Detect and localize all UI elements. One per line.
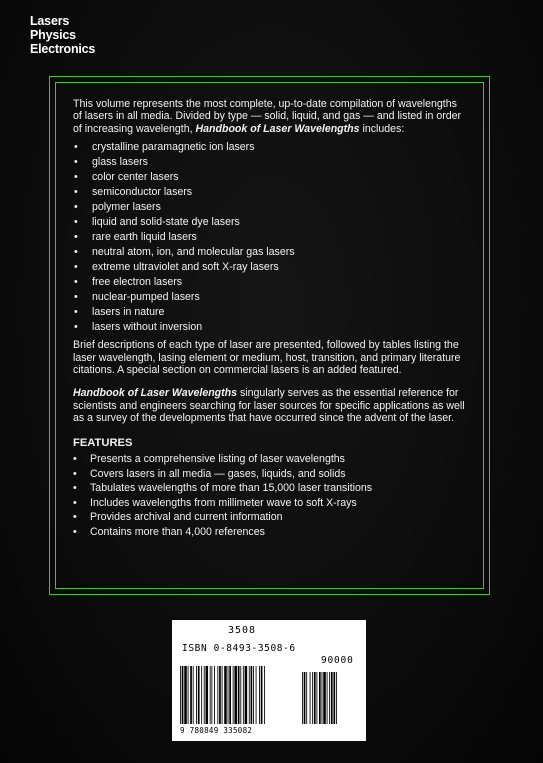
barcode-bar [217,666,218,724]
list-item [73,200,465,215]
intro-text: This volume represents the most complete, up-to-date compilation of wavelengths of lasers in all media. Divided by type — solid, liquid, and gas — and listed in order of increasing wavelength, [73,98,462,135]
bullet-icon: • [74,171,78,184]
barcode-bar [302,672,303,724]
list-item [73,155,465,170]
barcode-bar [327,672,328,724]
topic-electronics: Electronics [30,42,96,56]
list-item-label: neutral atom, ion, and molecular gas lasers [92,246,295,259]
list-item-label: free electron lasers [92,276,183,289]
barcode-bar [238,666,240,724]
feature-label: Contains more than 4,000 references [90,526,265,539]
bullet-icon: • [74,201,78,214]
barcode-bar [214,666,215,724]
bullet-icon: • [73,496,77,509]
bullet-icon: • [74,261,78,274]
barcode-bar [316,672,317,724]
reference-paragraph [73,387,465,424]
list-item [73,245,465,260]
list-item [73,185,465,200]
barcode-bar [224,666,227,724]
list-item [73,230,465,245]
barcode-bar [310,672,311,724]
barcode-bar [264,666,265,724]
barcode-bar [249,666,250,724]
barcode-bar [234,666,237,724]
barcode-bar [211,666,212,724]
bullet-icon: • [73,453,77,466]
barcode-bar [222,666,223,724]
barcode-bar [333,672,335,724]
intro-paragraph [73,98,465,135]
list-item-label: nuclear-pumped lasers [92,291,200,304]
list-item [73,170,465,185]
list-item [73,275,465,290]
list-item [73,496,465,511]
bullet-icon: • [74,141,78,154]
feature-label: Provides archival and current information [90,511,283,524]
list-item-label: semiconductor lasers [92,186,193,199]
bullet-icon: • [74,246,78,259]
barcode-bar [180,666,181,724]
list-item [73,140,465,155]
reference-text: singularly serves as the essential reference for scientists and engineers searching for laser sources for specific applications as well as a survey of the developments that have occurred since the advent of the laser. [73,387,465,425]
barcode-bar [331,672,333,724]
barcode-bar [304,672,306,724]
bullet-icon: • [74,186,78,199]
barcode-bar [323,672,326,724]
intro-text-end: includes: [359,122,405,135]
list-item-label: lasers in nature [92,306,165,319]
bullet-icon: • [74,276,78,289]
book-title-ref: Handbook of Laser Wavelengths [73,387,238,400]
barcode-bar [196,666,197,724]
barcode-bar [259,666,260,724]
description-panel [73,98,465,540]
barcode-icon [180,666,358,726]
barcode-bar [306,672,307,724]
bullet-icon: • [73,526,77,539]
price-code: 90000 [321,655,354,666]
barcode-bar [198,666,200,724]
barcode-bar [204,666,205,724]
barcode-bar [233,666,234,724]
list-item-label: rare earth liquid lasers [92,231,197,244]
barcode-bar [201,666,202,724]
feature-label: Covers lasers in all media — gases, liquids, and solids [90,467,346,480]
barcode-bar [184,666,187,724]
barcode-bar [243,666,244,724]
barcode-bar [182,666,184,724]
topic-physics: Physics [30,28,76,42]
bullet-icon: • [74,321,78,334]
list-item-label: crystalline paramagnetic ion lasers [92,141,255,154]
barcode-bar [193,666,194,724]
book-title-ref: Handbook of Laser Wavelengths [195,122,360,135]
list-item-label: color center lasers [92,171,179,184]
barcode-bar [190,666,192,724]
feature-label: Tabulates wavelengths of more than 15,000 laser transitions [90,482,373,495]
catalog-number: 3508 [228,625,257,636]
barcode-bar [251,666,253,724]
feature-label: Includes wavelengths from millimeter wave to soft X-rays [90,496,357,509]
list-item [73,260,465,275]
barcode-bar [322,672,323,724]
bullet-icon: • [74,216,78,229]
list-item [73,452,465,467]
barcode-bar [245,666,248,724]
barcode-bar [319,672,321,724]
barcode-bar [336,672,337,724]
bullet-icon: • [73,482,77,495]
list-item [73,467,465,482]
bullet-icon: • [73,511,77,524]
list-item [73,481,465,496]
list-item-label: lasers without inversion [92,321,203,334]
barcode-bar [314,672,316,724]
bullet-icon: • [74,306,78,319]
barcode-bar [188,666,189,724]
barcode-bar [329,672,330,724]
list-item [73,510,465,525]
ean-number: 9 780849 335082 [180,726,253,735]
list-item [73,320,465,335]
list-item [73,215,465,230]
bullet-icon: • [73,467,77,480]
list-item-label: liquid and solid-state dye lasers [92,216,240,229]
barcode-bar [312,672,313,724]
bullet-icon: • [74,231,78,244]
bullet-icon: • [74,291,78,304]
list-item [73,305,465,320]
list-item [73,290,465,305]
summary-paragraph: Brief descriptions of each type of laser are presented, followed by tables listing the laser wavelength, lasing element or medium, host, transition, and primary literature citations. A special section on commercial lasers is an added featured. [73,339,461,377]
barcode-bar [210,666,211,724]
barcode-bar [261,666,263,724]
features-heading: FEATURES [73,436,133,449]
barcode-bar [253,666,254,724]
barcode-bar [240,666,241,724]
isbn-barcode-label [172,620,366,741]
barcode-bar [206,666,209,724]
isbn-text: ISBN 0-8493-3508-6 [182,643,296,654]
features-list [73,452,465,540]
laser-type-list [73,140,465,335]
subject-topics [30,14,95,56]
list-item [73,525,465,540]
topic-lasers: Lasers [30,14,70,28]
barcode-bar [228,666,229,724]
barcode-bar [219,666,221,724]
feature-label: Presents a comprehensive listing of laser wavelengths [90,453,345,466]
bullet-icon: • [74,156,78,169]
list-item-label: extreme ultraviolet and soft X-ray lasers [92,261,279,274]
list-item-label: glass lasers [92,156,148,169]
barcode-bar [256,666,257,724]
barcode-bar [229,666,231,724]
list-item-label: polymer lasers [92,201,161,214]
